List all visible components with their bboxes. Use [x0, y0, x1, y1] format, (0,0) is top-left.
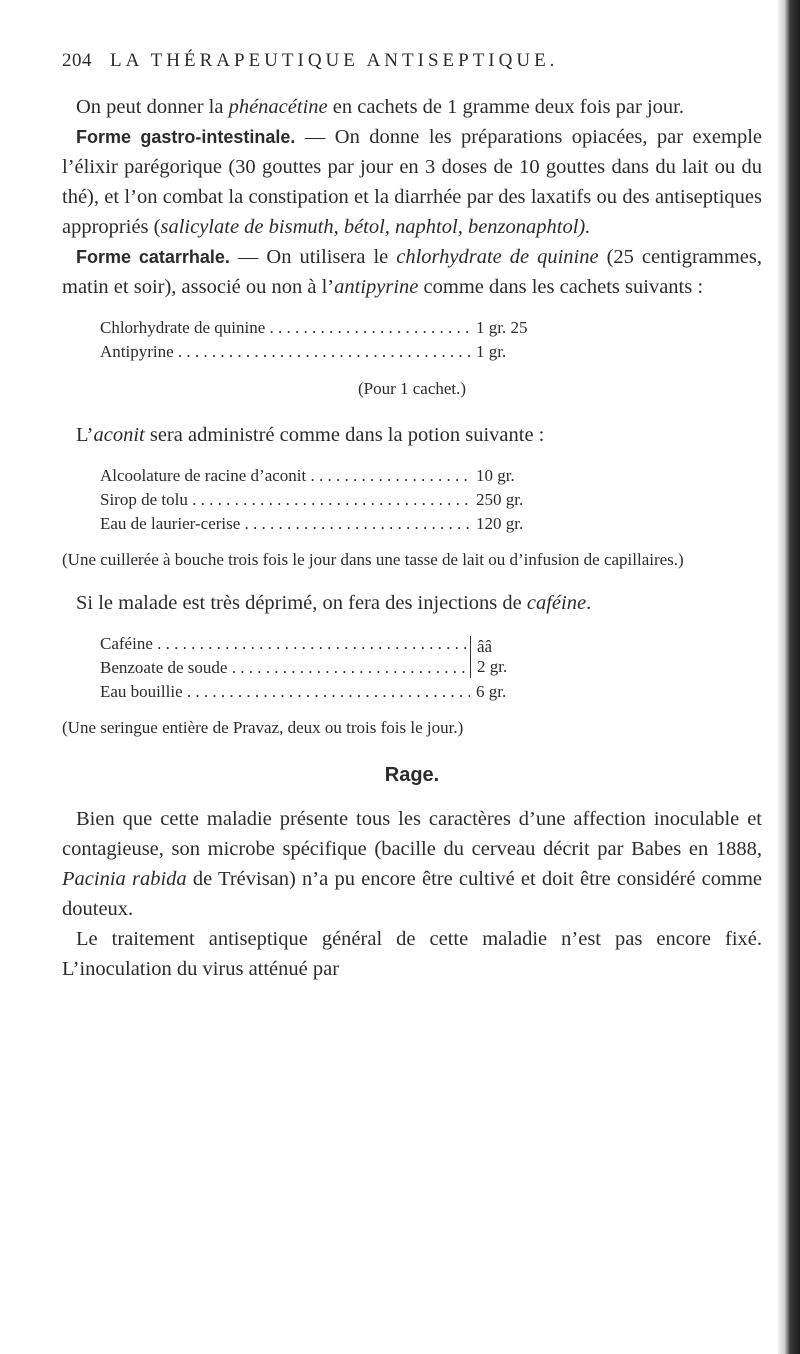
- braced-rows: [62, 632, 470, 680]
- text: de Trévisan) n’a pu encore être cultivé et doit être considéré comme douteux.: [62, 868, 762, 920]
- text: comme dans les cachets suivants :: [418, 276, 704, 298]
- paragraph-rage: [62, 804, 762, 924]
- ingredient-name: Benzoate de soude . . .: [100, 656, 470, 680]
- italic-term: phénacétine: [228, 96, 328, 118]
- paragraph-forme-gastro: [62, 122, 762, 242]
- paragraph-label: Forme gastro-intestinale.: [76, 127, 296, 147]
- recipe-note: (Une cuillerée à bouche trois fois le jour dans une tasse de lait ou d’infusion de capillaires.): [62, 550, 684, 569]
- ingredient-quantity: 6 gr.: [476, 682, 507, 701]
- ingredient-name: Eau de laurier-cerise . . .: [100, 512, 470, 536]
- italic-term: caféine: [526, 592, 587, 614]
- text: sera administré comme dans la potion suivante :: [144, 424, 545, 446]
- recipe-row: [62, 316, 762, 340]
- recipe-row: [62, 632, 470, 656]
- running-title: LA THÉRAPEUTIQUE ANTISEPTIQUE.: [110, 50, 559, 71]
- paragraph-cafeine: [62, 588, 762, 618]
- ingredient-name: Alcoolature de racine d’aconit . . .: [100, 464, 470, 488]
- ingredient-name: Eau bouillie . . .: [100, 680, 470, 704]
- ingredient-name: Antipyrine . . .: [100, 340, 470, 364]
- text: — On utilisera le: [229, 246, 397, 268]
- recipe-row: [62, 680, 762, 704]
- italic-term: Pacinia rabida: [62, 868, 187, 890]
- recipe-note: (Pour 1 cachet.): [357, 379, 467, 398]
- body-text: [62, 92, 762, 984]
- recipe-row: [62, 656, 470, 680]
- text: .: [586, 592, 592, 614]
- paragraph-label: Forme catarrhale.: [76, 247, 230, 267]
- recipe-potion: [62, 464, 762, 536]
- text: Bien que cette maladie présente tous les caractères d’une affection inoculable et contagieuse, son microbe spécifique (bacille du cerveau décrit par Babes en 1888,: [62, 808, 762, 860]
- italic-term: chlorhydrate de quinine: [396, 246, 599, 268]
- recipe-row: [62, 512, 762, 536]
- text: Si le malade est très déprimé, on fera des injections de: [76, 592, 527, 614]
- ingredient-quantity: 1 gr.: [476, 342, 507, 361]
- recipe-row: [62, 464, 762, 488]
- text: On peut donner la: [76, 96, 229, 118]
- ingredient-quantity: 2 gr.: [477, 657, 508, 676]
- recipe-note: (Une seringue entière de Pravaz, deux ou trois fois le jour.): [62, 718, 464, 737]
- quantity-each: ââ: [477, 637, 493, 656]
- text: L’: [76, 424, 94, 446]
- recipe-row: [62, 340, 762, 364]
- braced-ingredients: [62, 632, 762, 680]
- recipe-cachets: [62, 316, 762, 364]
- text: en cachets de 1 gramme deux fois par jour.: [327, 96, 684, 118]
- brace-quantity: [470, 636, 507, 678]
- paragraph-forme-catarrhale: [62, 242, 762, 302]
- ingredient-quantity: 1 gr. 25: [476, 318, 528, 337]
- paragraph-phenacetine: [62, 92, 762, 122]
- recipe-row: [62, 488, 762, 512]
- ingredient-name: Caféine . . .: [100, 632, 470, 656]
- recipe-injection: [62, 632, 762, 704]
- text: — On donne les préparations opiacées, par exemple l’élixir parégorique (30 gouttes par jour en 3 doses de 10 gouttes dans du lait ou du thé), et l’on combat la constipation et la diarrhée par des laxatifs ou des antiseptiques appropriés (: [62, 126, 762, 238]
- page-edge-shadow: [778, 0, 800, 1354]
- ingredient-quantity: 10 gr.: [476, 466, 515, 485]
- ingredient-name: Chlorhydrate de quinine . . .: [100, 316, 470, 340]
- running-head: [62, 50, 762, 72]
- ingredient-quantity: 120 gr.: [476, 514, 524, 533]
- ingredient-quantity: 250 gr.: [476, 490, 524, 509]
- italic-term: aconit: [93, 424, 145, 446]
- italic-term: salicylate de bismuth, bétol, naphtol, benzonaphtol).: [160, 216, 591, 238]
- ingredient-name: Sirop de tolu . . .: [100, 488, 470, 512]
- page-number: 204: [62, 50, 92, 71]
- italic-term: antipyrine: [334, 276, 419, 298]
- page-content: [62, 50, 762, 984]
- text: Le traitement antiseptique général de cette maladie n’est pas encore fixé. L’inoculation du virus atténué par: [62, 928, 762, 980]
- paragraph-aconit: [62, 420, 762, 450]
- paragraph-traitement: [62, 924, 762, 984]
- section-title: Rage.: [384, 764, 440, 786]
- text: (25 centigrammes, matin et soir), associé ou non à l’: [62, 246, 762, 298]
